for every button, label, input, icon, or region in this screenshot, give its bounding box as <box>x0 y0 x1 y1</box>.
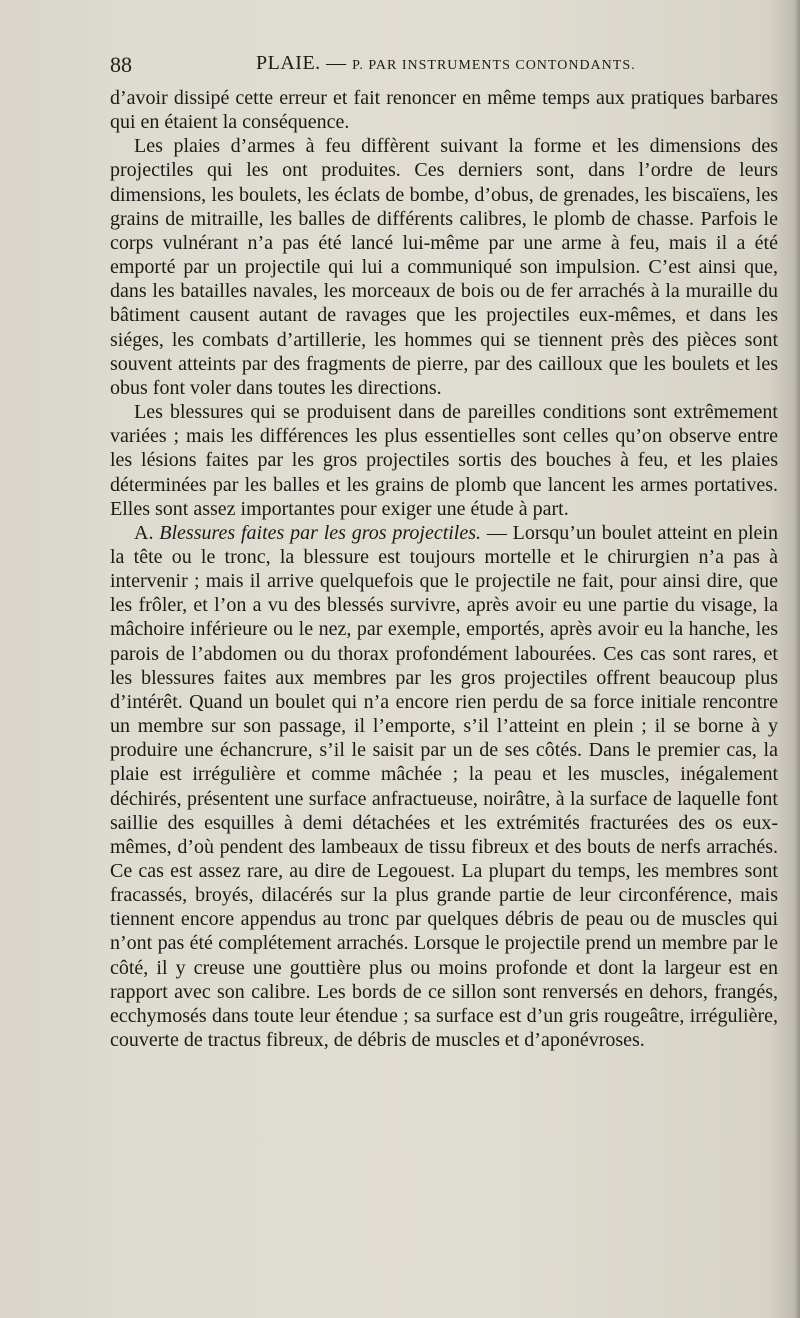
running-head-subtitle: P. PAR INSTRUMENTS CONTONDANTS. <box>352 58 636 73</box>
body-text <box>110 86 778 1052</box>
paragraph: Les blessures qui se produisent dans de pareilles conditions sont extrêmement variées ; mais les différences les plus essentielles sont celles qu’on observe entre les lésions faites par les gros projectiles sortis des bouches à feu, et les plaies déterminées par les balles et les grains de plomb que lancent les armes portatives. Elles sont assez importantes pour exiger une étude à part. <box>110 401 778 520</box>
section-paragraph <box>110 521 778 1052</box>
page-number: 88 <box>110 52 132 77</box>
running-head <box>110 52 778 80</box>
running-head-title <box>256 52 636 75</box>
running-head-main: PLAIE. <box>256 52 321 74</box>
paragraph: d’avoir dissipé cette erreur et fait renoncer en même temps aux pratiques barbares qui en étaient la conséquence. <box>110 87 778 134</box>
section-title: Blessures faites par les gros projectiles. <box>159 521 482 544</box>
running-head-dash: — <box>326 52 347 74</box>
section-body: — Lorsqu’un boulet atteint en plein la tête ou le tronc, la blessure est toujours mortelle et le chirurgien n’a pas à intervenir ; mais il arrive quelquefois que le projectile ne fait, pour ainsi dire, que les frôler, et l’on a vu des blessés survivre, après avoir eu une partie du visage, la mâchoire inférieure ou le nez, par exemple, emportés, après avoir eu la hanche, les parois de l’abdomen ou du thorax profondément labourées. Ces cas sont rares, et les blessures faites aux membres par les gros projectiles offrent beaucoup plus d’intérêt. Quand un boulet qui n’a encore rien perdu de sa force initiale rencontre un membre sur son passage, il l’emporte, s’il l’atteint en plein ; il se borne à y produire une échancrure, s’il le saisit par un de ses côtés. Dans le premier cas, la plaie est irrégulière et comme mâchée ; la peau et les muscles, inégalement déchirés, présentent une surface anfractueuse, noirâtre, à la surface de laquelle font saillie des esquilles à demi détachées et les extrémités fracturées des os eux-mêmes, d’où pendent des lambeaux de tissu fibreux et des bouts de nerfs arrachés. Ce cas est assez rare, au dire de Legouest. La plupart du temps, les membres sont fracassés, broyés, dilacérés sur la plus grande partie de leur circonférence, mais tiennent encore appendus au tronc par quelques débris de peau ou de muscles qui n’ont pas été complétement arrachés. Lorsque le projectile prend un membre par le côté, il y creuse une gouttière plus ou moins profonde et dont la largeur est en rapport avec son calibre. Les bords de ce sillon sont renversés en dehors, frangés, ecchymosés dans toute leur étendue ; sa surface est d’un gris rougeâtre, irrégulière, couverte de tractus fibreux, de débris de muscles et d’aponévroses. <box>110 521 778 1052</box>
paragraph: Les plaies d’armes à feu diffèrent suivant la forme et les dimensions des projectiles qui les ont produites. Ces derniers sont, dans l’ordre de leurs dimensions, les boulets, les éclats de bombe, d’obus, de grenades, les biscaïens, les grains de mitraille, les balles de différents calibres, le plomb de chasse. Parfois le corps vulnérant n’a pas été lancé lui-même par une arme à feu, mais il a été emporté par un projectile qui lui a communiqué son impulsion. C’est ainsi que, dans les batailles navales, les morceaux de bois ou de fer arrachés à la muraille du bâtiment causent autant de ravages que les projectiles eux-mêmes, et dans les siéges, les combats d’artillerie, les hommes qui se tiennent près des pièces sont souvent atteints par des fragments de pierre, par des cailloux que les boulets et les obus font voler dans toutes les directions. <box>110 135 778 399</box>
section-letter: A. <box>134 521 154 544</box>
